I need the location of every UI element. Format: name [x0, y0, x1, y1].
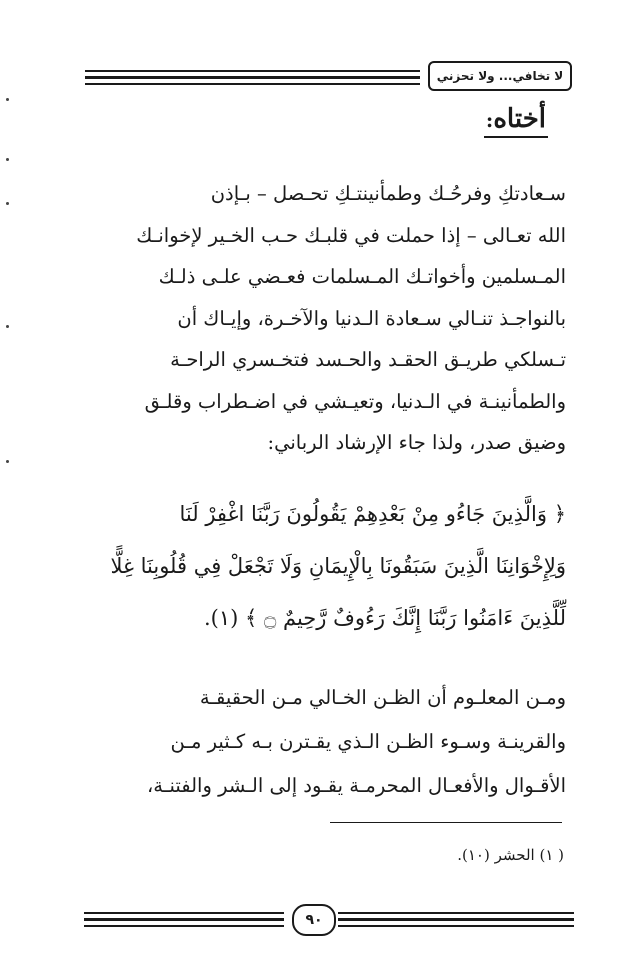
- text-line: والقرينـة وسـوء الظـن الـذي يقـترن بـه كـثير مـن: [170, 730, 566, 753]
- section-heading-colon: :: [485, 108, 494, 132]
- footer-rule: [338, 912, 574, 914]
- margin-mark: [6, 158, 9, 161]
- footer-rule: [338, 918, 574, 921]
- footer-rule: [84, 925, 284, 927]
- footer-rule: [84, 912, 284, 914]
- text-line: تـسلكي طريـق الحقـد والحـسد فتخـسري الراحـة: [170, 348, 566, 371]
- header-rule: [85, 83, 420, 85]
- margin-mark: [6, 202, 9, 205]
- page-number: ٩٠: [292, 904, 336, 936]
- margin-mark: [6, 325, 9, 328]
- footnote-separator: [330, 822, 562, 823]
- text-line: ومـن المعلـوم أن الظـن الخـالي مـن الحقيقـة: [199, 686, 566, 709]
- text-line: وضيق صدر، ولذا جاء الإرشاد الرباني:: [267, 431, 566, 454]
- text-line: الله تعـالى – إذا حملت في قلبـك حـب الخـير لإخوانـك: [136, 223, 566, 247]
- text-line: بالنواجـذ تنـالي سـعادة الـدنيا والآخـرة، وإيـاك أن: [177, 306, 566, 330]
- text-line: الأقـوال والأفعـال المحرمـة يقـود إلى الـشر والفتنـة،: [147, 774, 566, 797]
- paragraph-1: [61, 173, 566, 464]
- verse-line: وَلِإِخْوَانِنَا الَّذِينَ سَبَقُونَا بِالْإِيمَانِ وَلَا تَجْعَلْ فِي قُلُوبِنَا غِلًّا: [110, 554, 566, 578]
- section-heading: [484, 104, 548, 138]
- text-line: سـعادتكِ وفرحُـك وطمأنينتـكِ تحـصل – بـإذن: [210, 182, 566, 205]
- quran-verse: [61, 488, 566, 644]
- header-rule: [85, 76, 420, 79]
- text-line: المـسلمين وأخواتـك المـسلمات فعـضي علـى ذلـك: [158, 265, 566, 288]
- footer-rule: [84, 918, 284, 921]
- book-title: لا تخافي... ولا تحزني: [428, 61, 572, 91]
- verse-line: لِّلَّذِينَ ءَامَنُوا رَبَّنَا إِنَّكَ رَءُوفٌ رَّحِيمٌ ۝ ﴾ (١).: [203, 606, 566, 630]
- header-rule: [85, 70, 420, 72]
- footer-rule: [338, 925, 574, 927]
- page-header: [85, 58, 572, 92]
- margin-mark: [6, 460, 9, 463]
- footnote: ( ١) الحشر (١٠).: [457, 846, 564, 864]
- paragraph-2: [61, 676, 566, 808]
- verse-line: ﴿ وَالَّذِينَ جَاءُو مِنْ بَعْدِهِمْ يَقُولُونَ رَبَّنَا اغْفِرْ لَنَا: [179, 502, 566, 526]
- text-line: والطمأنينـة في الـدنيا، وتعيـشي في اضـطراب وقلـق: [144, 389, 566, 413]
- margin-mark: [6, 98, 9, 101]
- section-heading-text: أختاه: [493, 104, 546, 134]
- page-footer: [84, 900, 574, 940]
